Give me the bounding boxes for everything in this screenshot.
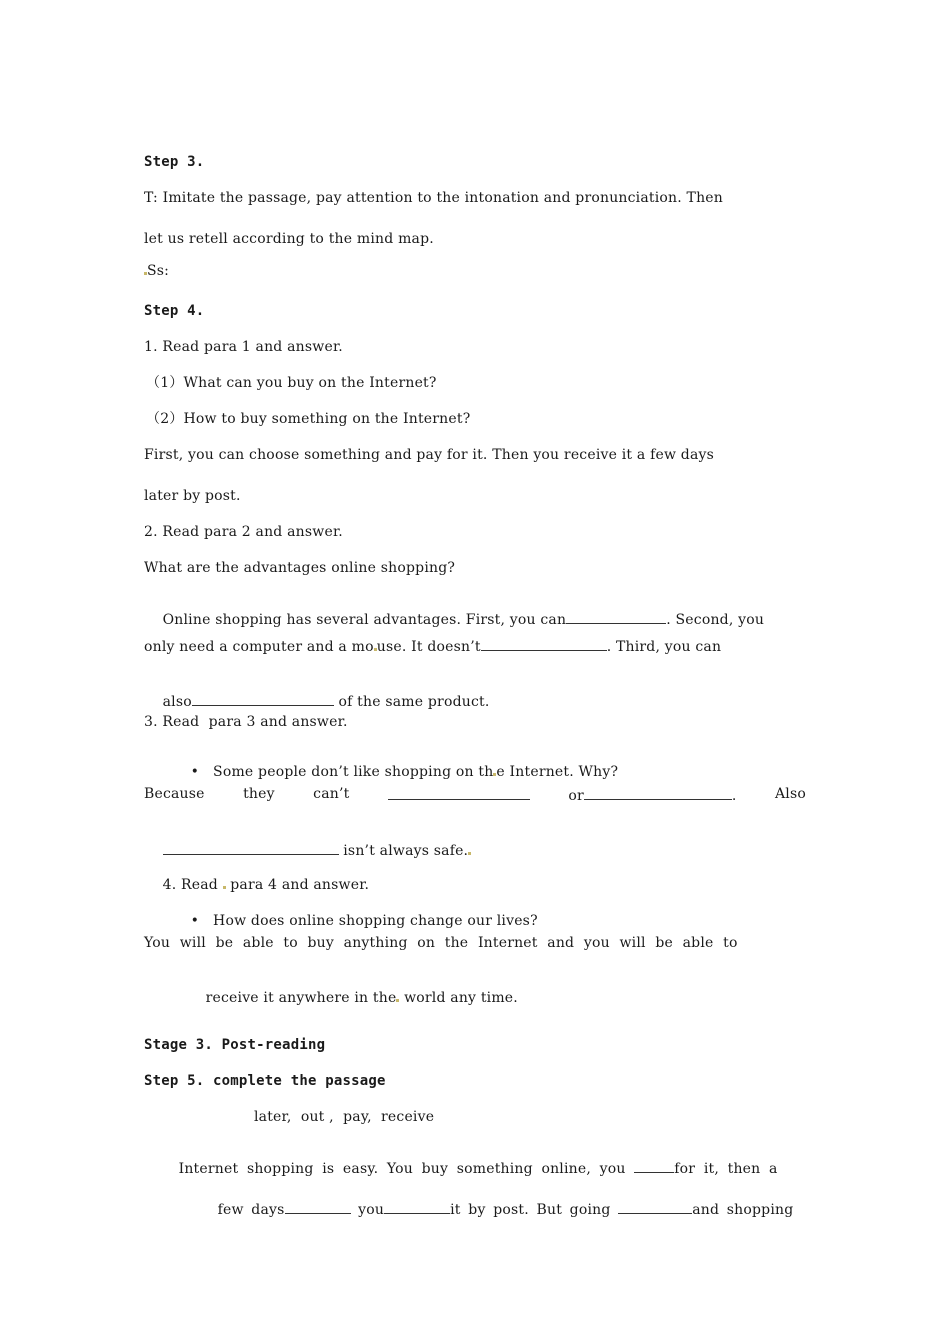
bullet-icon: • [190, 913, 200, 929]
answer-blank[interactable] [618, 1201, 692, 1214]
a3-word: or [568, 788, 584, 804]
step5-line2-part1: few days [217, 1202, 285, 1218]
step5-line1-text: Internet shopping is easy. You buy something online, you [178, 1161, 626, 1177]
step5-line2-part2: you [350, 1202, 385, 1218]
edit-mark-icon [468, 852, 471, 855]
a4-line2 [187, 977, 518, 1019]
step5-heading: Step 5. complete the passage [144, 1073, 386, 1089]
a3-word: they [243, 786, 275, 802]
q3-heading [144, 715, 348, 729]
step5-line2-part3: it by post. But going [450, 1202, 611, 1218]
step5-line2-part4: and shopping [692, 1202, 794, 1218]
ss-label: Ss: [147, 263, 170, 279]
a4-line2-part1: receive it anywhere in the [205, 990, 397, 1006]
a2-line1-text: Online shopping has several advantages. First, you can [162, 612, 567, 628]
q1-sub-a: （1）What can you buy on the Internet? [146, 375, 437, 391]
q1-sub-b: （2）How to buy something on the Internet? [146, 411, 471, 427]
step3-instruction-line1: T: Imitate the passage, pay attention to the intonation and pronunciation. Then [144, 190, 724, 206]
answer-blank[interactable] [481, 638, 607, 651]
answer-blank[interactable] [388, 787, 530, 800]
a2-line1 [144, 597, 764, 641]
answer-blank[interactable] [285, 1201, 351, 1214]
answer-blank[interactable] [634, 1160, 674, 1173]
q1-heading: 1. Read para 1 and answer. [144, 339, 343, 355]
a2-line2-part1: only need a computer and a mo [144, 639, 374, 655]
answer-blank[interactable] [584, 787, 732, 800]
step5-line1 [144, 1146, 778, 1190]
step5-line1-tail: for it, then a [674, 1161, 778, 1177]
answer-blank[interactable] [192, 693, 334, 706]
a2-line2-part2: use. It doesn’t [376, 639, 481, 655]
q3-heading-text: 3. Read para 3 and answer. [144, 714, 348, 730]
q4-heading-part1: 4. Read [162, 877, 223, 893]
a3-word: can’t [313, 786, 350, 802]
word-bank: later, out , pay, receive [254, 1109, 435, 1125]
step5-line2 [187, 1187, 793, 1231]
q3-question-end: e Internet. Why? [496, 764, 619, 780]
answer-blank[interactable] [566, 611, 666, 624]
step4-heading: Step 4. [144, 303, 205, 319]
q2-heading: 2. Read para 2 and answer. [144, 524, 343, 540]
step3-instruction-line2: let us retell according to the mind map. [144, 231, 434, 247]
a3-word: Because [144, 786, 205, 802]
a2-line2-part3: . Third, you can [606, 639, 722, 655]
q4-question: How does online shopping change our lives? [213, 913, 538, 929]
a3-line1 [144, 787, 806, 803]
a2-line2-text [144, 638, 721, 654]
step3-ss-line [144, 264, 169, 278]
a4-line1: You will be able to buy anything on the Internet and you will be able to [144, 935, 738, 951]
a1-line1: First, you can choose something and pay for it. Then you receive it a few days [144, 447, 715, 463]
q4-heading-part2: para 4 and answer. [225, 877, 370, 893]
q2-question: What are the advantages online shopping? [144, 560, 456, 576]
answer-blank[interactable] [384, 1201, 450, 1214]
a4-line2-part2: world any time. [399, 990, 518, 1006]
a1-line2: later by post. [144, 488, 241, 504]
stage3-heading: Stage 3. Post-reading [144, 1037, 326, 1053]
a2-line2 [144, 638, 806, 654]
a3-line2-text: isn’t always safe. [338, 843, 469, 859]
a2-line3-text: also [162, 694, 192, 710]
answer-blank[interactable] [163, 842, 339, 855]
bullet-icon: • [190, 764, 200, 780]
a2-line1-tail: . Second, you [666, 612, 765, 628]
a3-word: . [731, 788, 737, 804]
a3-word: Also [774, 786, 806, 802]
q3-question: Some people don’t like shopping on th [213, 764, 494, 780]
step3-heading: Step 3. [144, 154, 205, 170]
a2-line3-tail: of the same product. [333, 694, 490, 710]
